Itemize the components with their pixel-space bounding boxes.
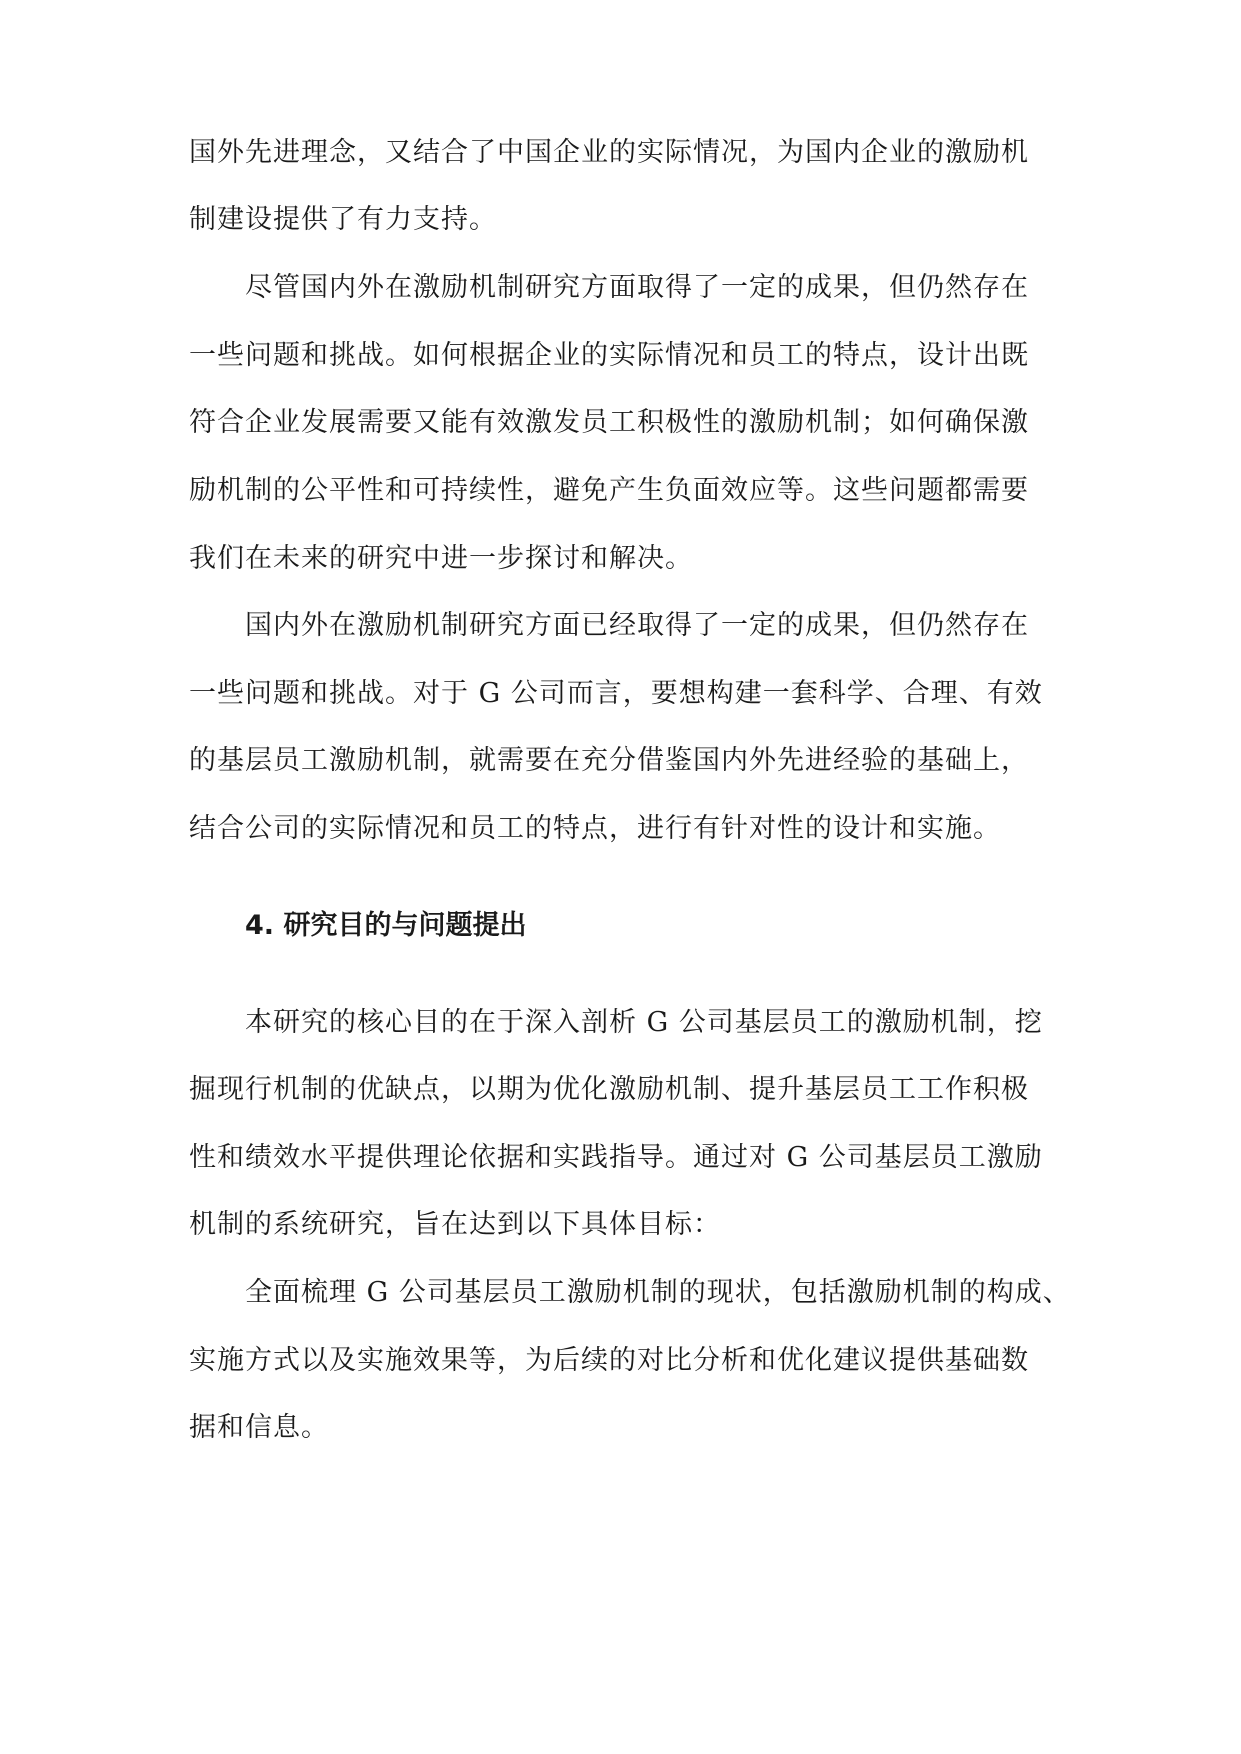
paragraph-5-line-3: 据和信息。	[189, 1412, 329, 1443]
paragraph-1-line-1: 国外先进理念，又结合了中国企业的实际情况，为国内企业的激励机	[189, 137, 1029, 168]
paragraph-3-line-3: 的基层员工激励机制，就需要在充分借鉴国内外先进经验的基础上，	[189, 745, 1029, 776]
paragraph-2-line-4: 励机制的公平性和可持续性，避免产生负面效应等。这些问题都需要	[189, 475, 1029, 506]
paragraph-2-line-5: 我们在未来的研究中进一步探讨和解决。	[189, 543, 693, 574]
paragraph-3-line-1: 国内外在激励机制研究方面已经取得了一定的成果，但仍然存在	[245, 610, 1029, 641]
paragraph-4-line-1: 本研究的核心目的在于深入剖析 G 公司基层员工的激励机制，挖	[245, 1007, 1043, 1038]
section-heading: 4. 研究目的与问题提出	[245, 910, 527, 941]
paragraph-2-line-3: 符合企业发展需要又能有效激发员工积极性的激励机制；如何确保激	[189, 407, 1029, 438]
paragraph-1-line-2: 制建设提供了有力支持。	[189, 204, 497, 235]
paragraph-4-line-2: 掘现行机制的优缺点，以期为优化激励机制、提升基层员工工作积极	[189, 1074, 1029, 1105]
paragraph-5-line-1: 全面梳理 G 公司基层员工激励机制的现状，包括激励机制的构成、	[245, 1277, 1071, 1308]
paragraph-5-line-2: 实施方式以及实施效果等，为后续的对比分析和优化建议提供基础数	[189, 1345, 1029, 1376]
paragraph-4-line-4: 机制的系统研究，旨在达到以下具体目标：	[189, 1209, 721, 1240]
paragraph-2-line-2: 一些问题和挑战。如何根据企业的实际情况和员工的特点，设计出既	[189, 340, 1029, 371]
paragraph-3-line-2: 一些问题和挑战。对于 G 公司而言，要想构建一套科学、合理、有效	[189, 678, 1043, 709]
paragraph-2-line-1: 尽管国内外在激励机制研究方面取得了一定的成果，但仍然存在	[245, 272, 1029, 303]
paragraph-4-line-3: 性和绩效水平提供理论依据和实践指导。通过对 G 公司基层员工激励	[189, 1142, 1043, 1173]
paragraph-3-line-4: 结合公司的实际情况和员工的特点，进行有针对性的设计和实施。	[189, 813, 1001, 844]
